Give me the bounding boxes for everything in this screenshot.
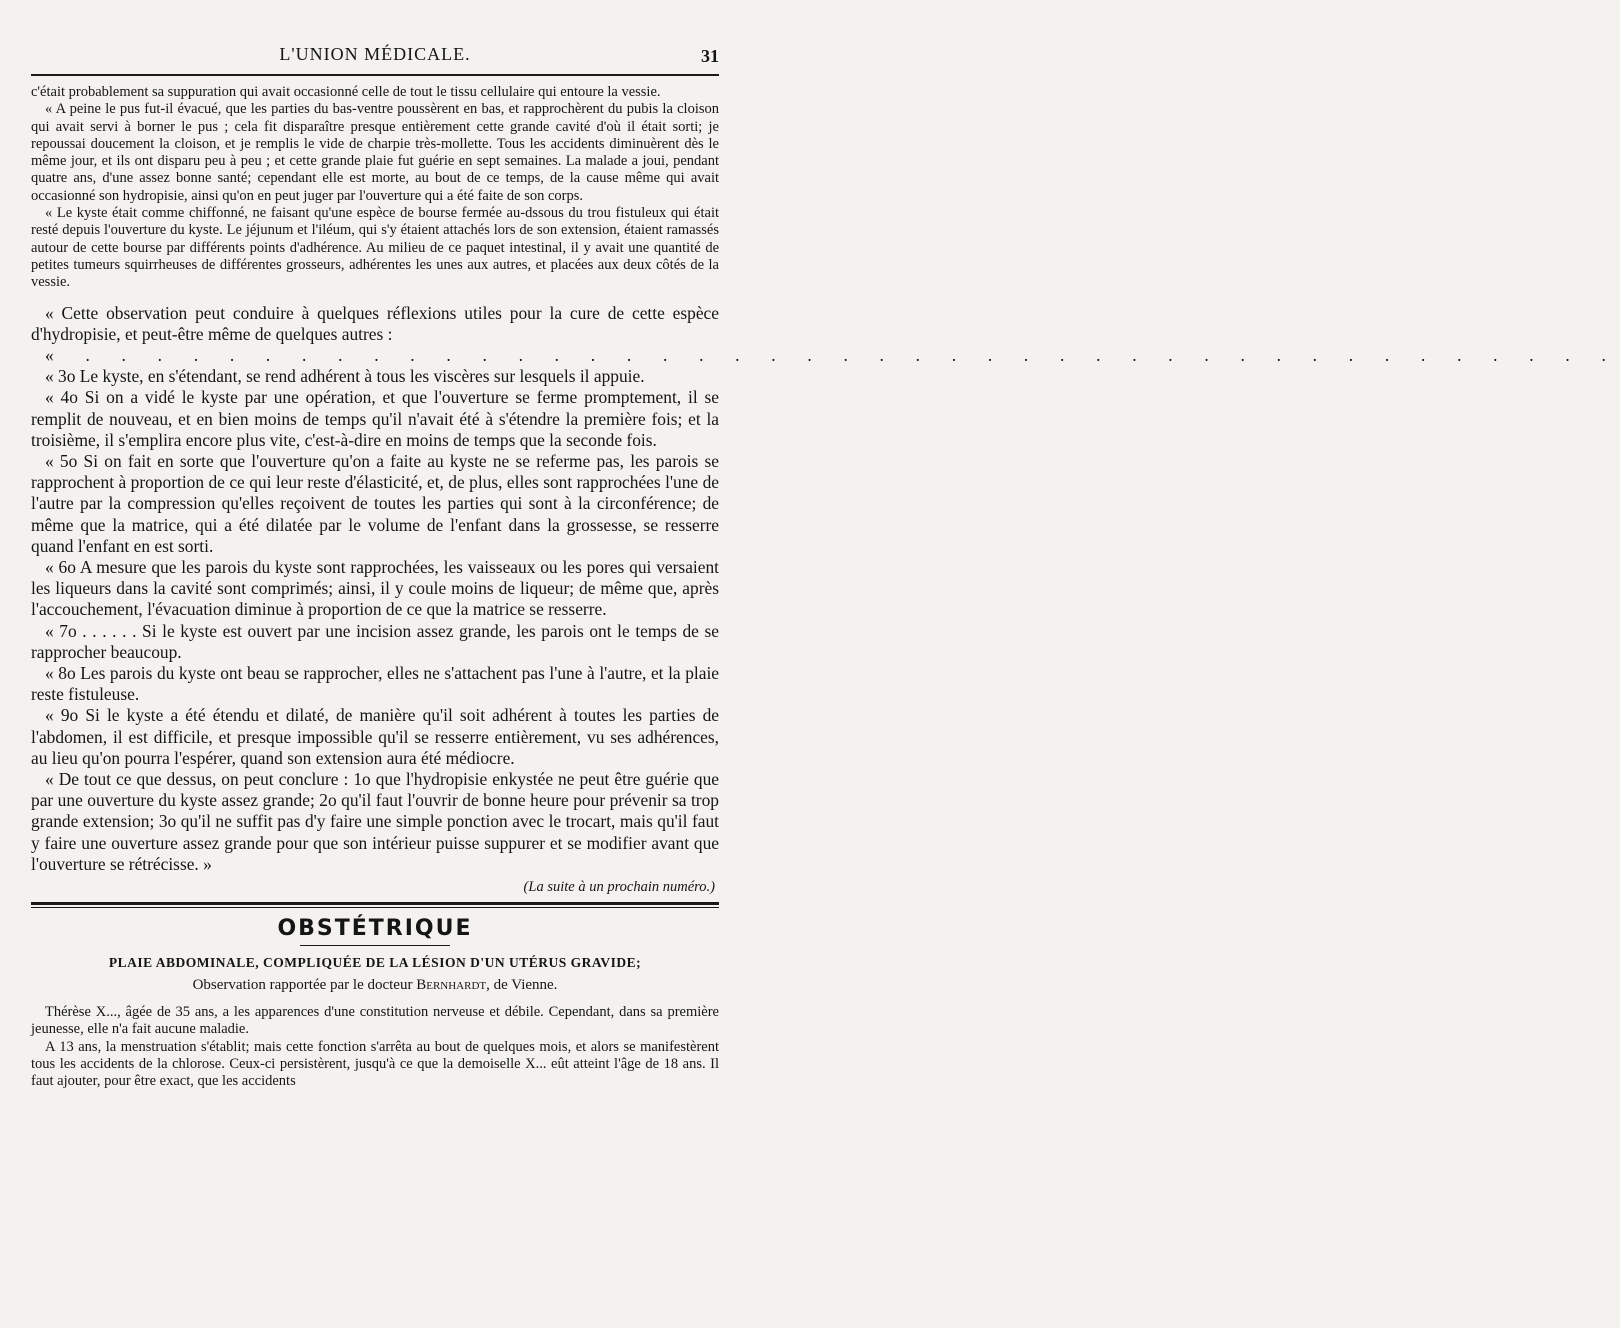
byline bbox=[31, 977, 719, 994]
author-name: Bernhardt bbox=[416, 977, 487, 994]
paragraph: « A peine le pus fut-il évacué, que les parties du bas-ventre poussèrent en bas, et rapprochèrent du pubis la cloison qui avait servi à borner le pus ; cela fit disparaître presque entièrement cette grande cavité d'où il était sorti; je repoussai doucement la cloison, et je remplis le vide de charpie très-mollette. Tous les accidents diminuèrent dès le même jour, et ils ont disparu peu à peu ; et cette grande plaie fut guérie en sept semaines. La malade a joui, pendant quatre ans, d'une assez bonne santé; cependant elle est morte, au bout de ce temps, de la cause même qui avait occasionné son hydropisie, ainsi qu'on en peut juger par l'ouverture qui a été faite de son corps. bbox=[31, 101, 719, 204]
observation-text bbox=[31, 84, 719, 292]
paragraph: « 8o Les parois du kyste ont beau se rapprocher, elles ne s'attachent pas l'une à l'autre, et la plaie reste fistuleuse. bbox=[31, 663, 719, 705]
paragraph: « Le kyste était comme chiffonné, ne faisant qu'une espèce de bourse fermée au-dssous du trou fistuleux qui était resté depuis l'ouverture du kyste. Le jéjunum et l'iléum, qui s'y étaient attachés lors de son extension, étaient ramassés autour de cette bourse par différents points d'adhérence. Au milieu de ce paquet intestinal, il y avait une quantité de petites tumeurs squirrheuses de différentes grosseurs, adhérentes les unes aux autres, et placées aux deux côtés de la vessie. bbox=[31, 205, 719, 291]
paragraph: « 7o . . . . . . Si le kyste est ouvert par une incision assez grande, les parois ont le temps de se rapprocher beaucoup. bbox=[31, 620, 719, 662]
paragraph: « 5o Si on fait en sorte que l'ouverture qu'on a faite au kyste ne se referme pas, les parois se rapprochent à proportion de ce qui leur reste d'élasticité, et, de plus, elles sont rapprochées l'une de l'autre par la compression qu'elles reçoivent de toutes les parties qui sont à la circonférence; de même que la matrice, qui a été dilatée par le volume de l'enfant dans la grossesse, se resserre quand l'enfant en est sorti. bbox=[31, 450, 719, 556]
running-header bbox=[31, 40, 719, 76]
page bbox=[31, 40, 1620, 1091]
paragraph: c'était probablement sa suppuration qui avait occasionné celle de tout le tissu cellulaire qui entoure la vessie. bbox=[31, 84, 661, 100]
paragraph: « De tout ce que dessus, on peut conclure : 1o que l'hydropisie enkystée ne peut être guérie que par une ouverture du kyste assez grande; 2o qu'il faut l'ouvrir de bonne heure pour prévenir sa trop grande extension; 3o qu'il ne suffit pas d'y faire une simple ponction avec le trocart, mais qu'il faut y faire une ouverture assez grande pour que son intérieur puisse suppurer et se modifier avant que l'ouverture se rétrécisse. » bbox=[31, 769, 719, 874]
section-divider bbox=[31, 902, 719, 908]
paragraph: « 4o Si on a vidé le kyste par une opération, et que l'ouverture se ferme promptement, il se remplit de nouveau, et en bien moins de temps qu'il n'avait été à s'étendre la première fois; et la troisième, il s'emplira encore plus vite, c'est-à-dire en moins de temps que la seconde fois. bbox=[31, 387, 719, 450]
journal-title: L'UNION MÉDICALE. bbox=[279, 44, 471, 64]
continuation-note: (La suite à un prochain numéro.) bbox=[523, 879, 715, 896]
paragraph: « 3o Le kyste, en s'étendant, se rend adhérent à tous les viscères sur lesquels il appuie. bbox=[45, 366, 645, 387]
section-heading: OBSTÉTRIQUE bbox=[277, 916, 473, 942]
article-body bbox=[31, 1004, 719, 1090]
byline-suffix: , de Vienne. bbox=[486, 977, 558, 994]
paragraph: Thérèse X..., âgée de 35 ans, a les apparences d'une constitution nerveuse et débile. Cependant, dans sa première jeunesse, elle n'a fait aucune maladie. bbox=[31, 1004, 719, 1038]
heading-rule bbox=[300, 945, 450, 946]
ellipsis-line: « . . . . . . . . . . . . . . . . . . . . . . . . . . . . . . . . . . . . . . . . . . . bbox=[45, 344, 1620, 365]
paragraph: « 6o A mesure que les parois du kyste sont rapprochées, les vaisseaux ou les pores qui versaient les liqueurs dans la cavité sont comprimés; ainsi, il y coule moins de liqueur; de même que, après l'accouchement, l'évacuation diminue à proportion de ce que la matrice se resserre. bbox=[31, 557, 719, 620]
reflexions-text bbox=[31, 302, 1620, 875]
paragraph: A 13 ans, la menstruation s'établit; mais cette fonction s'arrêta au bout de quelques mois, et alors se manifestèrent tous les accidents de la chlorose. Ceux-ci persistèrent, jusqu'à ce que la demoiselle X... eût atteint l'âge de 18 ans. Il faut ajouter, pour être exact, que les accidents bbox=[31, 1038, 719, 1090]
paragraph: « Cette observation peut conduire à quelques réflexions utiles pour la cure de cette espèce d'hydropisie, et peut-être même de quelques autres : bbox=[31, 302, 719, 344]
byline-prefix: Observation rapportée par le docteur bbox=[192, 977, 417, 994]
paragraph: « 9o Si le kyste a été étendu et dilaté, de manière qu'il soit adhérent à toutes les parties de l'abdomen, il est difficile, et presque impossible qu'il se resserre entièrement, vu ses adhérences, au lieu qu'on pourra l'espérer, quand son extension aura été médiocre. bbox=[31, 705, 719, 768]
page-number: 31 bbox=[701, 46, 719, 66]
article-title: PLAIE ABDOMINALE, COMPLIQUÉE DE LA LÉSION D'UN UTÉRUS GRAVIDE; bbox=[108, 955, 642, 971]
